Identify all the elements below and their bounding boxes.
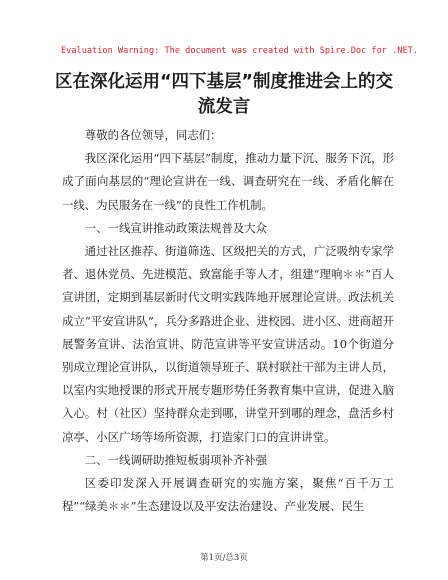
document-body — [62, 124, 394, 518]
paragraph-section-2: 区委印发深入开展调查研究的实施方案，聚焦“百千万工程”“绿美＊＊”生态建设以及平安法治建设、产业发展、民生 — [62, 476, 394, 514]
evaluation-warning: Evaluation Warning: The document was created with Spire.Doc for .NET. — [61, 46, 418, 56]
paragraph-section-1: 通过社区推荐、街道筛选、区级把关的方式，广泛吸纳专家学者、退休党员、先进模范、致富能手等人才，组建“理响＊＊”百人宣讲团，定期到基层新时代文明实践阵地开展理论宣讲。政法机关成立“平安宣讲队”，兵分多路进企业、进校园、进小区、进商超开展警务宣讲、法治宣讲、防范宣讲等平安宣讲活动。10个街道分别成立理论宣讲队，以街道领导班子、联村联社干部为主讲人员，以室内实地授课的形式开展专题形势任务教育集中宣讲，促进入脑入心。村（社区）坚持群众走到哪，讲堂开到哪的理念，盘活乡村凉亭、小区广场等场所资源，打造家门口的宣讲讲堂。 — [62, 244, 394, 444]
page-footer: 第1页/总3页 — [200, 553, 248, 563]
paragraph-intro: 我区深化运用“四下基层”制度，推动力量下沉、服务下沉，形成了面向基层的“理论宣讲在一线、调查研究在一线、矛盾化解在一线、为民服务在一线”的良性工作机制。 — [62, 151, 394, 212]
salutation: 尊敬的各位领导，同志们： — [84, 128, 222, 142]
section-heading-1: 一、一线宣讲推动政策法规普及大众 — [84, 220, 268, 235]
document-title: 区在深化运用“四下基层”制度推进会上的交流发言 — [54, 72, 393, 117]
section-heading-2: 二、一线调研助推短板弱项补齐补强 — [84, 452, 268, 467]
